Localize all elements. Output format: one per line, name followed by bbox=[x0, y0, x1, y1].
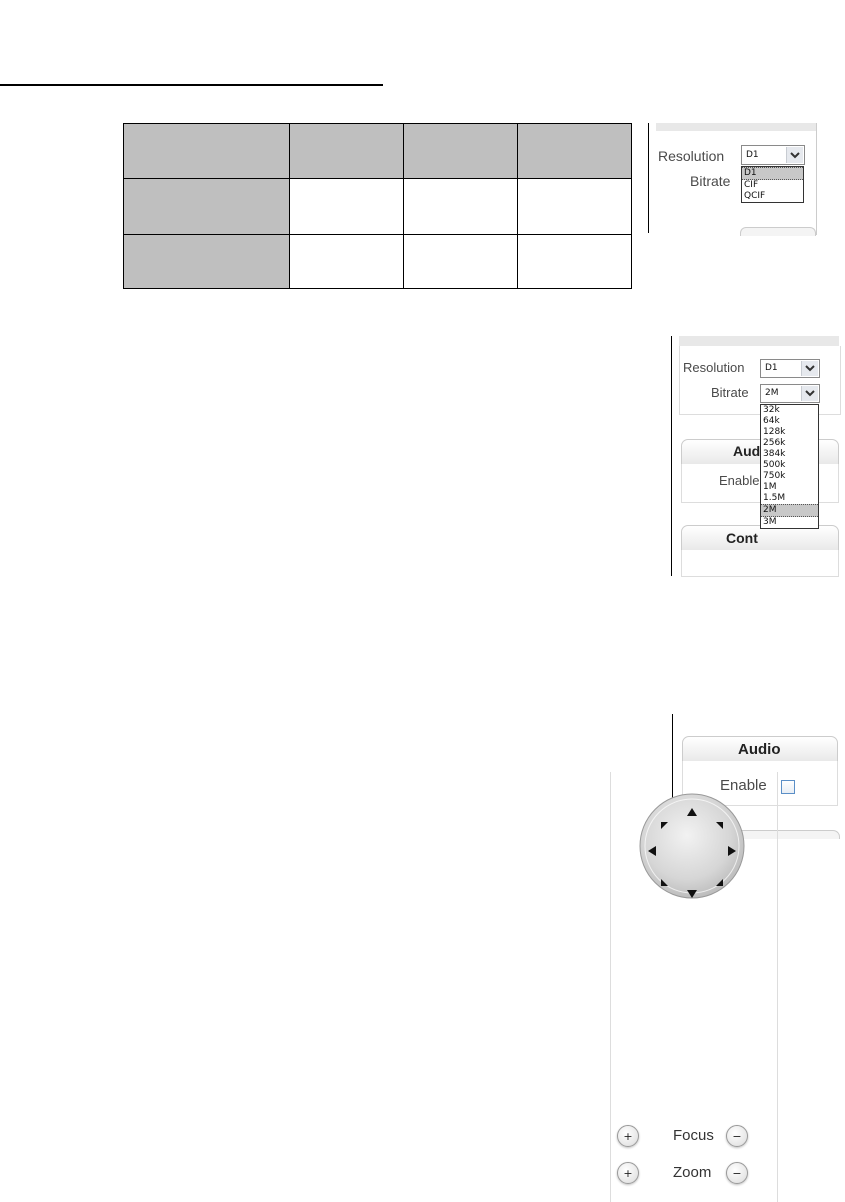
arrow-up-icon[interactable] bbox=[687, 801, 697, 820]
enable-checkbox[interactable] bbox=[781, 780, 795, 794]
ptz-joystick[interactable] bbox=[638, 792, 746, 900]
panel-top-strip bbox=[679, 336, 839, 346]
focus-minus-button[interactable] bbox=[726, 1125, 748, 1147]
table-cell bbox=[290, 124, 404, 179]
focus-plus-button[interactable] bbox=[617, 1125, 639, 1147]
table-cell bbox=[124, 124, 290, 179]
panel-bottom-tab bbox=[740, 227, 816, 236]
dropdown-option[interactable]: D1 bbox=[742, 167, 803, 180]
arrow-up-right-icon[interactable] bbox=[716, 814, 723, 833]
dropdown-option[interactable]: QCIF bbox=[744, 191, 766, 201]
bitrate-label: Bitrate bbox=[711, 385, 749, 400]
table-cell bbox=[404, 235, 518, 289]
table-cell bbox=[290, 235, 404, 289]
dropdown-option[interactable]: 256k bbox=[763, 438, 786, 448]
resolution-select[interactable] bbox=[760, 359, 820, 378]
table-cell bbox=[518, 124, 632, 179]
dropdown-option[interactable]: CIF bbox=[744, 180, 759, 190]
control-panel-title: Cont bbox=[726, 530, 758, 546]
arrow-right-icon[interactable] bbox=[728, 841, 736, 860]
table-cell bbox=[518, 235, 632, 289]
dropdown-option[interactable]: 3M bbox=[763, 517, 777, 527]
audio-panel-title: Aud bbox=[733, 443, 761, 459]
bitrate-label: Bitrate bbox=[690, 173, 731, 189]
figure-bitrate-dropdown bbox=[671, 336, 841, 576]
table-row bbox=[124, 124, 632, 179]
dropdown-option[interactable]: 2M bbox=[761, 504, 818, 517]
dropdown-option[interactable]: 32k bbox=[763, 405, 780, 415]
arrow-left-icon[interactable] bbox=[648, 841, 656, 860]
dropdown-option[interactable]: 128k bbox=[763, 427, 786, 437]
panel-left-border bbox=[610, 772, 611, 1202]
dropdown-option[interactable]: 750k bbox=[763, 471, 786, 481]
panel-left-border bbox=[671, 336, 672, 576]
table-cell bbox=[404, 179, 518, 235]
resolution-label: Resolution bbox=[683, 360, 745, 375]
table-cell bbox=[124, 235, 290, 289]
dropdown-option[interactable]: 384k bbox=[763, 449, 786, 459]
table-row bbox=[124, 179, 632, 235]
bitrate-select[interactable] bbox=[760, 384, 820, 403]
figure-ptz-control bbox=[610, 772, 778, 1202]
dropdown-option[interactable]: 64k bbox=[763, 416, 780, 426]
enable-label: Enable bbox=[720, 777, 767, 794]
arrow-down-left-icon[interactable] bbox=[661, 871, 668, 890]
dropdown-option[interactable]: 500k bbox=[763, 460, 786, 470]
resolution-dropdown-list bbox=[741, 166, 804, 203]
table-cell bbox=[290, 179, 404, 235]
chevron-down-icon[interactable] bbox=[801, 386, 818, 401]
chevron-down-icon[interactable] bbox=[801, 361, 818, 376]
focus-label: Focus bbox=[673, 1127, 714, 1144]
arrow-up-left-icon[interactable] bbox=[661, 814, 668, 833]
arrow-down-right-icon[interactable] bbox=[716, 871, 723, 890]
table-row bbox=[124, 235, 632, 289]
dropdown-option[interactable]: 1.5M bbox=[763, 493, 786, 503]
resolution-select[interactable] bbox=[741, 145, 805, 165]
bitrate-dropdown-list bbox=[760, 404, 819, 529]
plus-icon: + bbox=[623, 1166, 633, 1180]
panel-right-border bbox=[816, 123, 817, 235]
minus-icon: − bbox=[732, 1166, 742, 1180]
table-cell bbox=[124, 179, 290, 235]
minus-icon: − bbox=[732, 1129, 742, 1143]
control-panel-body bbox=[681, 550, 839, 577]
zoom-label: Zoom bbox=[673, 1164, 712, 1181]
zoom-minus-button[interactable] bbox=[726, 1162, 748, 1184]
resolution-select-value: D1 bbox=[765, 363, 778, 373]
panel-right-border bbox=[777, 772, 778, 1202]
table-cell bbox=[518, 179, 632, 235]
panel-left-border bbox=[648, 123, 649, 233]
resolution-select-value: D1 bbox=[746, 150, 759, 160]
figure-resolution-dropdown bbox=[648, 123, 818, 235]
resolution-label: Resolution bbox=[658, 148, 725, 164]
spec-table bbox=[123, 123, 632, 289]
table-cell bbox=[404, 124, 518, 179]
plus-icon: + bbox=[623, 1129, 633, 1143]
zoom-plus-button[interactable] bbox=[617, 1162, 639, 1184]
bitrate-select-value: 2M bbox=[765, 388, 779, 398]
audio-panel-title: Audio bbox=[738, 741, 781, 758]
header-rule bbox=[0, 84, 383, 86]
chevron-down-icon[interactable] bbox=[786, 147, 803, 163]
enable-label: Enable bbox=[719, 473, 760, 488]
dropdown-option[interactable]: 1M bbox=[763, 482, 777, 492]
arrow-down-icon[interactable] bbox=[687, 883, 697, 902]
panel-top-strip bbox=[656, 123, 816, 131]
